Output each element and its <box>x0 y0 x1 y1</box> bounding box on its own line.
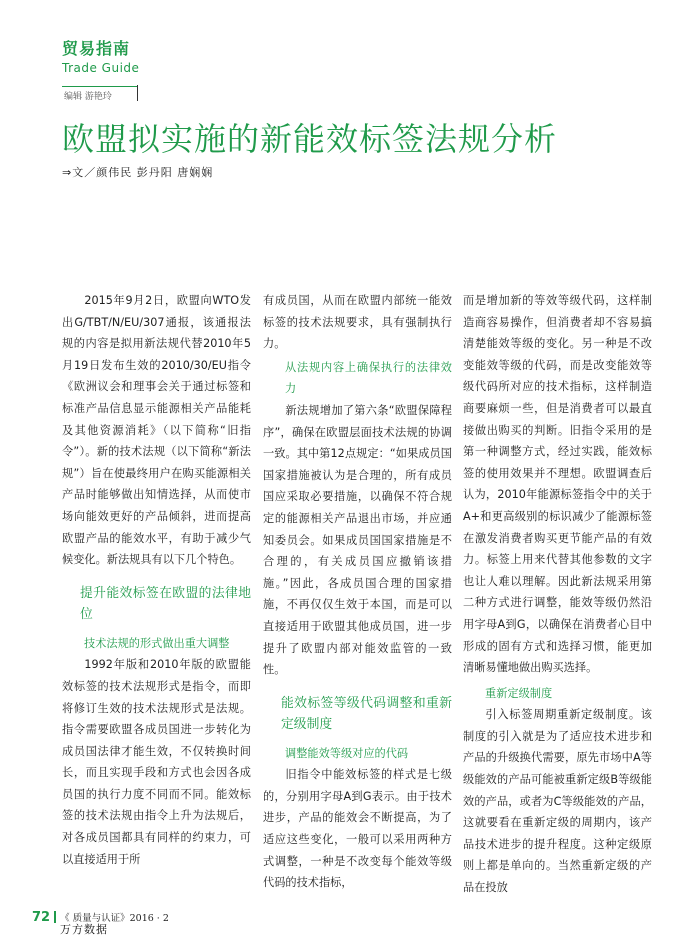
header-divider <box>137 85 138 101</box>
text-column-3 <box>463 290 652 899</box>
column-name-zh: 贸易指南 <box>62 39 131 58</box>
paragraph-grade-codes-cont: 而是增加新的等效等级代码，这样制造商容易操作，但消费者却不容易搞清楚能效等级的变化。另一种是不改变能效等级的代码，而是改变能效等级代码所对应的技术指标，这样制造商要麻烦一些，但是消费者可以最直接做出购买的判断。旧指令采用的是第一种调整方式，经过实践，能效标签的使用效果并不理想。欧盟调查后认为，2010年能源标签指令中的关于A+和更高级别的标识减少了能源标签在激发消费者购买更节能产品的有效力。标签上用来代替其他参数的文字也让人难以理解。因此新法规采用第二种方式进行调整，能效等级仍然沿用字母A到G，以确保在消费者心目中形成的固有方式和选择习惯，能更加清晰易懂地做出购买选择。 <box>463 294 652 675</box>
article-title: 欧盟拟实施的新能效标签法规分析 <box>62 120 558 158</box>
page-number: 72 <box>32 910 51 925</box>
paragraph-regulation-form: 1992年版和2010年版的欧盟能效标签的技术法规形式是指令，而即将修订生效的技术法规形式是法规。指令需要欧盟各成员国进一步转化为成员国法律才能生效，不仅转换时间长，而且实现手段和方式也会因各成员国的执行力度不同而不同。能效标签的技术法规由指令上升为法规后，对各成员国都具有同样的约束力，可以直接适用于所 <box>62 658 251 866</box>
text-column-2 <box>263 290 452 894</box>
editor-credit: 编辑 游艳玲 <box>62 86 137 102</box>
article-byline: ⇒文／颜伟民 彭丹阳 唐娴娴 <box>62 166 214 179</box>
watermark-text: 万方数据 <box>60 923 108 936</box>
paragraph-regrading: 引入标签周期重新定级制度。该制度的引入就是为了适应技术进步和产品的升级换代需要，原先市场中A等级能效的产品可能被重新定级B等级能效的产品，或者为C等级能效的产品，这就要看在重新定级的周期内，该产品技术进步的提升程度。这种定级原则上都是单向的。当然重新定级的产品在投放 <box>463 708 652 895</box>
paragraph-regulation-form-cont: 有成员国，从而在欧盟内部统一能效标签的技术法规要求，具有强制执行力。 <box>263 294 452 351</box>
section-heading-legal-status: 提升能效标签在欧盟的法律地位 <box>80 585 251 622</box>
intro-paragraph: 2015年9月2日，欧盟向WTO发出G/TBT/N/EU/307通报，该通报法规的内容是拟用新法规代替2010年5月19日发布生效的2010/30/EU指令《欧洲议会和理事会关于通过标签和标准产品信息显示能源相关产品能耗及其他资源消耗》（以下简称“旧指令”）。新的技术法规（以下简称“新法规”）旨在使最终用户在购买能源相关产品时能够做出知情选择，从而使市场向能效更好的产品倾斜，进而提高欧盟产品的能效水平，有助于减少气候变化。新法规具有以下几个特色。 <box>62 294 251 567</box>
paragraph-grade-codes: 旧指令中能效标签的样式是七级的，分别用字母A到G表示。由于技术进步，产品的能效会不断提高，为了适应这些变化，一般可以采用两种方式调整，一种是不改变每个能效等级代码的技术指标， <box>263 768 452 890</box>
paragraph-legal-effect: 新法规增加了第六条“欧盟保障程序”，确保在欧盟层面技术法规的协调一致。其中第12点规定：“如果成员国国家措施被认为是合理的，所有成员国应采取必要措施，以确保不符合规定的能源相关产品退出市场，并应通知委员会。如果成员国国家措施是不合理的，有关成员国应撤销该措施。”因此，各成员国合理的国家措施，不再仅仅生效于本国，而是可以直接适用于欧盟其他成员国，进一步提升了欧盟内部对能效监管的一致性。 <box>263 403 452 677</box>
column-name-en: Trade Guide <box>62 61 140 75</box>
subheading-grade-codes: 调整能效等级对应的代码 <box>285 746 409 760</box>
column-tag <box>62 36 140 102</box>
subheading-regulation-form: 技术法规的形式做出重大调整 <box>84 636 230 650</box>
section-heading-grading: 能效标签等级代码调整和重新定级制度 <box>281 695 452 732</box>
subheading-regrading: 重新定级制度 <box>485 686 553 700</box>
footer-divider <box>54 911 56 923</box>
subheading-legal-effect: 从法规内容上确保执行的法律效力 <box>285 360 452 396</box>
journal-issue: 《 质量与认证》2016 · 2 <box>60 913 169 924</box>
text-column-1 <box>62 290 251 870</box>
